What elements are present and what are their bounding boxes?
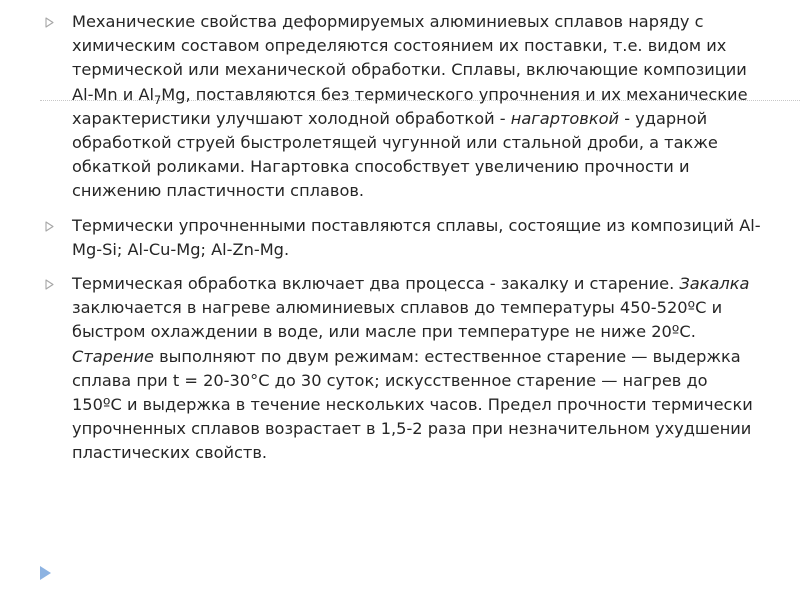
bullet-text: заключается в нагреве алюминиевых сплавов до температуры 450-520ºС и быстром охлаждении в воде, или масле при температуре не ниже 20ºС.	[72, 298, 723, 342]
next-slide-arrow-icon[interactable]	[38, 565, 52, 581]
subscript-text: 7	[154, 92, 162, 107]
bullet-paragraph	[72, 272, 762, 466]
bullet-text: Mg, поставляются без термического упрочнения и их механические характеристики улучшают холодной обработкой -	[72, 84, 748, 128]
slide-content	[72, 10, 762, 476]
bullet-text: Термически упрочненными поставляются сплавы, состоящие из композиций Al-Mg-Si; Al-Cu-Mg; Al-Zn-Mg.	[72, 215, 761, 259]
bullet-paragraph	[72, 10, 762, 204]
emphasis-text: нагартовкой	[510, 108, 620, 128]
emphasis-text: Закалка	[679, 274, 750, 294]
bullet-paragraph	[72, 214, 762, 262]
bullet-text: Термическая обработка включает два процесса - закалку и старение.	[72, 274, 680, 294]
bullet-text: - ударной обработкой струей быстролетящей чугунной или стальной дроби, а также обкаткой роликами. Нагартовка способствует увеличению прочности и снижению пластичности сплавов.	[72, 108, 718, 201]
bullet-text: Механические свойства деформируемых алюминиевых сплавов наряду с химическим составом определяются состоянием их поставки, т.е. видом их термической или механической обработки. Сплавы, включающие композиции Al-Mn и Al	[72, 12, 747, 104]
emphasis-text: Старение	[72, 346, 154, 366]
bullet-text: выполняют по двум режимам: естественное старение — выдержка сплава при t = 20-30°С до 30 суток; искусственное старение — нагрев до 150ºС и выдержка в течение нескольких часов. Предел прочности термически упрочненных сплавов возрастает в 1,5-2 раза при незначительном ухудшении пластических свойств.	[72, 346, 753, 463]
